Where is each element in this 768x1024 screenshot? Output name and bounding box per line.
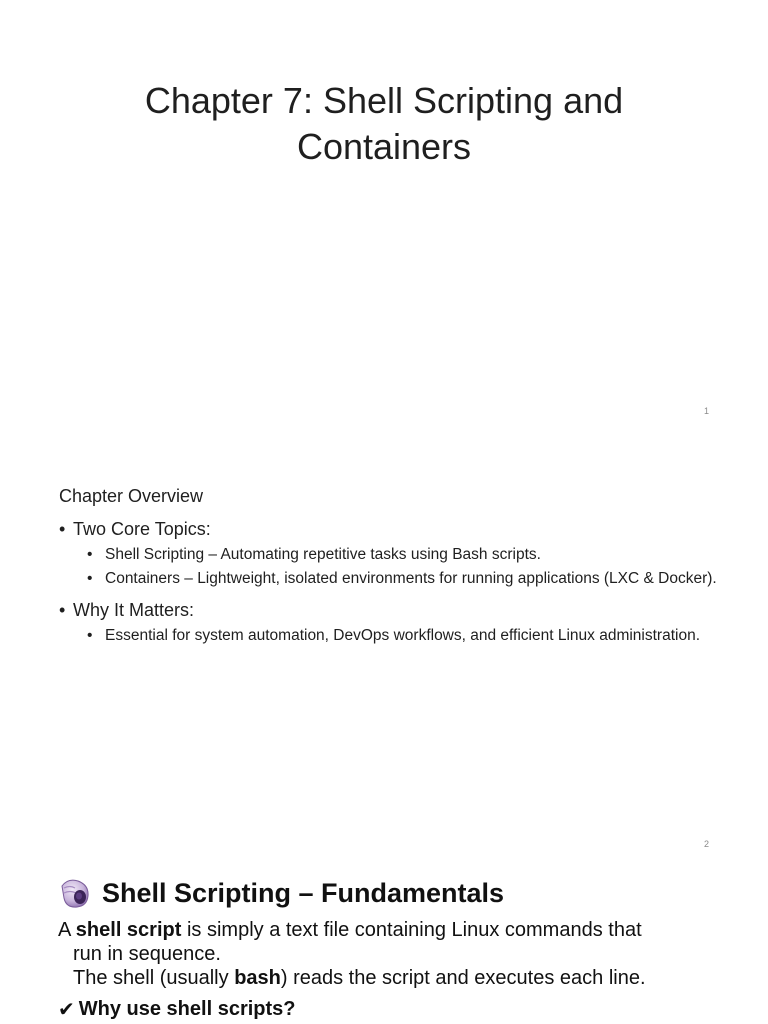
bullet-item (59, 597, 719, 646)
why-label: Why use shell scripts? (78, 998, 296, 1020)
slide-1 (0, 0, 768, 433)
bullet-label: Two Core Topics: (73, 519, 211, 539)
slide-number: 1 (703, 406, 709, 416)
sub-bullets (73, 625, 719, 646)
sub-bullet-item: • Shell Scripting – Automating repetitive tasks using Bash scripts. (73, 544, 719, 565)
bold-term: bash (234, 967, 281, 989)
check-icon: ✔ (58, 999, 75, 1021)
chapter-title: Chapter 7: Shell Scripting and Containers (144, 80, 624, 167)
intro-paragraph (58, 918, 718, 990)
overview-heading: Chapter Overview (59, 486, 204, 506)
bold-term: shell script (75, 919, 182, 941)
text-run: The shell (usually (73, 967, 235, 989)
overview-bullets (59, 516, 719, 654)
section-title: Shell Scripting – Fundamentals (102, 877, 505, 908)
bullet-label: Why It Matters: (73, 600, 195, 620)
sub-bullets (73, 544, 719, 589)
sub-bullet-item: • Containers – Lightweight, isolated environments for running applications (LXC & Docker). (73, 568, 719, 589)
slide-number: 2 (703, 839, 709, 849)
bullet-item (59, 516, 719, 589)
slide-3 (0, 866, 768, 1024)
sub-bullet-item: • Essential for system automation, DevOps workflows, and efficient Linux administration. (73, 625, 719, 646)
text-run: ) reads the script and executes each line. (280, 967, 646, 989)
paragraph-line: run in sequence. (73, 943, 221, 965)
why-heading (58, 997, 296, 1022)
text-run: is simply a text file containing Linux commands that (181, 919, 642, 941)
shell-icon (58, 876, 92, 910)
text-run: A (58, 919, 76, 941)
section-heading (58, 876, 504, 910)
slide-2 (0, 433, 768, 866)
paragraph-line (58, 918, 718, 942)
paragraph-line (58, 966, 718, 990)
